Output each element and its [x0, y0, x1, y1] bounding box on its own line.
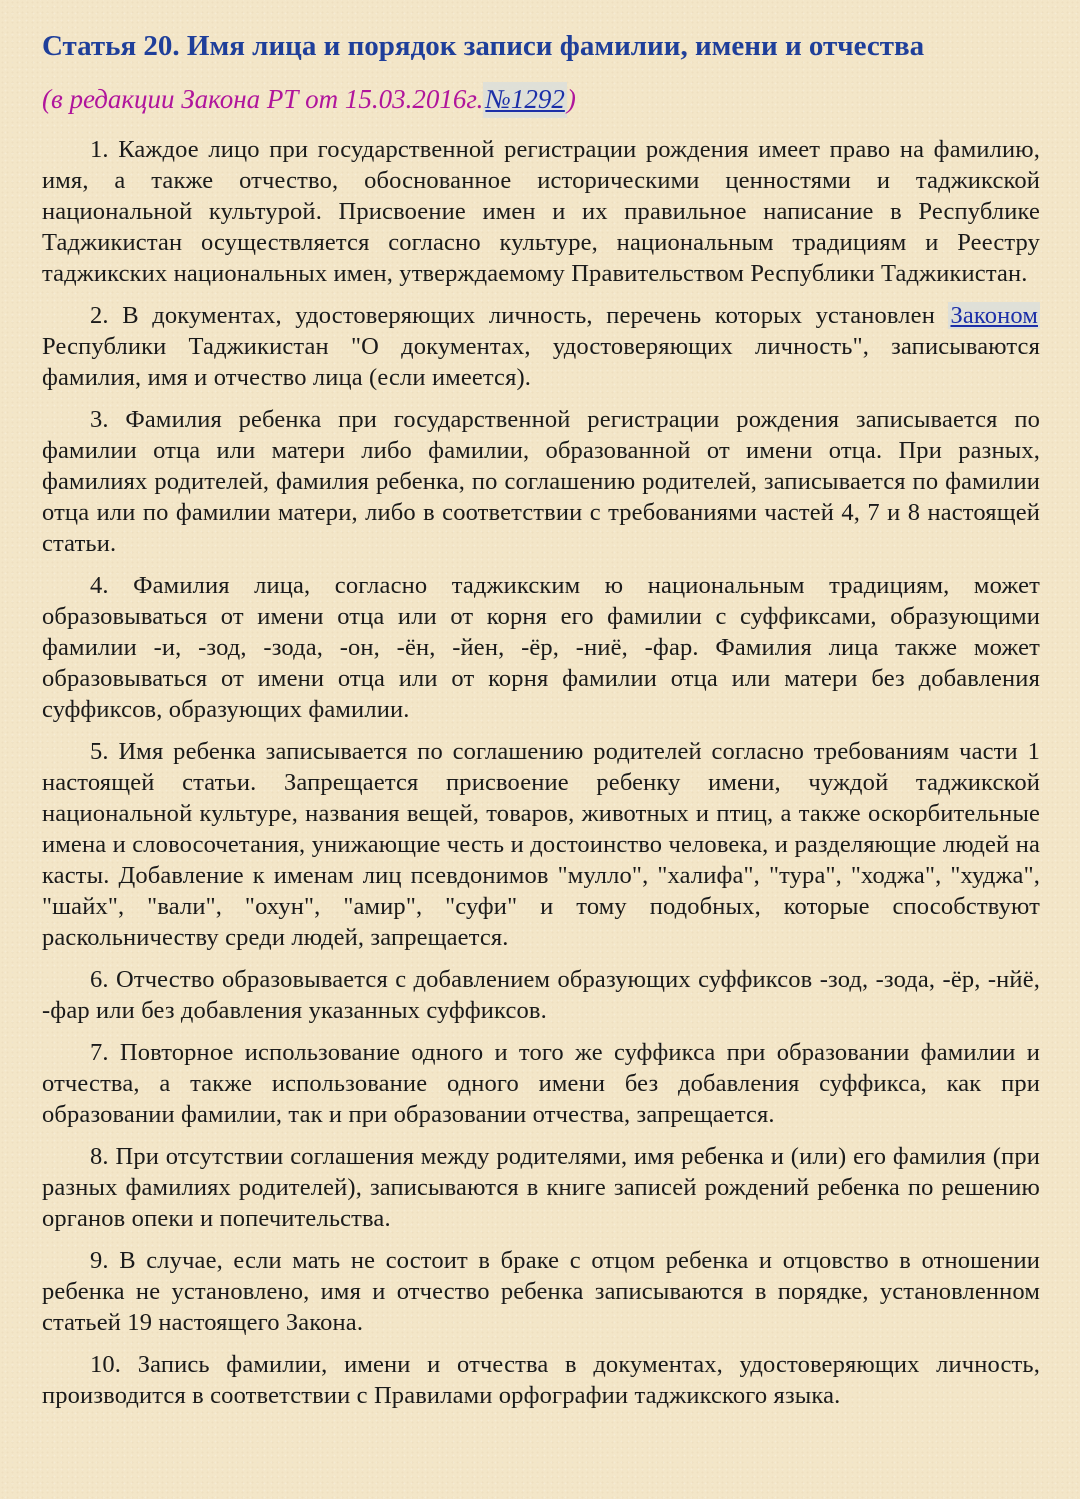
paragraph-6: 6. Отчество образовывается с добавлением образующих суффиксов -зод, -зода, -ёр, -нйё, -фар или без добавления указанных суффиксов. — [42, 966, 1040, 1024]
article-title: Статья 20. Имя лица и порядок записи фамилии, имени и отчества — [42, 30, 925, 62]
paragraph-3: 3. Фамилия ребенка при государственной регистрации рождения записывается по фамилии отца или матери либо фамилии, образованной от имени отца. При разных, фамилиях родителей, фамилия ребенка, по соглашению родителей, записывается по фамилии отца или по фамилии матери, либо в соответствии с требованиями частей 4, 7 и 8 настоящей статьи. — [42, 406, 1040, 557]
edition-suffix: ) — [566, 84, 576, 114]
document-page — [42, 24, 1040, 1422]
paragraph-8: 8. При отсутствии соглашения между родителями, имя ребенка и (или) его фамилия (при разных фамилиях родителей), записываются в книге записей рождений ребенка по решению органов опеки и попечительства. — [42, 1143, 1040, 1232]
edition-prefix: (в редакции Закона РТ от 15.03.2016г. — [42, 84, 484, 114]
paragraph-9: 9. В случае, если мать не состоит в браке с отцом ребенка и отцовство в отношении ребенка не установлено, имя и отчество ребенка записываются в порядке, установленном статьей 19 настоящего Закона. — [42, 1247, 1040, 1336]
law-1292-link[interactable]: №1292 — [483, 82, 566, 118]
paragraph-4: 4. Фамилия лица, согласно таджикским ю национальным традициям, может образовываться от имени отца или от корня его фамилии с суффиксами, образующими фамилии -и, -зод, -зода, -он, -ён, -йен, -ёр, -ниё, -фар. Фамилия лица также может образовываться от имени отца или от корня фамилии отца или матери без добавления суффиксов, образующих фамилии. — [42, 572, 1040, 723]
edition-note — [42, 76, 1040, 122]
paragraph-5: 5. Имя ребенка записывается по соглашению родителей согласно требованиям части 1 настоящей статьи. Запрещается присвоение ребенку имени, чуждой таджикской национальной культуре, названия вещей, товаров, животных и птиц, а также оскорбительные имена и словосочетания, унижающие честь и достоинство человека, и разделяющие людей на касты. Добавление к именам лиц псевдонимов "мулло", "халифа", "тура", "ходжа", "худжа", "шайх", "вали", "охун", "амир", "суфи" и тому подобных, которые способствуют раскольничеству среди людей, запрещается. — [42, 738, 1040, 951]
paragraph-2-after: Республики Таджикистан "О документах, удостоверяющих личность", записываются фамилия, имя и отчество лица (если имеется). — [42, 333, 1040, 391]
paragraph-1: 1. Каждое лицо при государственной регистрации рождения имеет право на фамилию, имя, а также отчество, обоснованное историческими ценностями и таджикской национальной культурой. Присвоение имен и их правильное написание в Республике Таджикистан осуществляется согласно культуре, национальным традициям и Реестру таджикских национальных имен, утверждаемому Правительством Республики Таджикистан. — [42, 136, 1040, 287]
paragraph-7: 7. Повторное использование одного и того же суффикса при образовании фамилии и отчества, а также использование одного имени без добавления суффикса, как при образовании фамилии, так и при образовании отчества, запрещается. — [42, 1039, 1040, 1128]
paragraph-2-before: 2. В документах, удостоверяющих личность, перечень которых установлен — [90, 302, 949, 329]
paragraph-2 — [42, 300, 1040, 393]
law-link[interactable]: Законом — [950, 302, 1038, 329]
paragraph-10: 10. Запись фамилии, имени и отчества в документах, удостоверяющих личность, производится в соответствии с Правилами орфографии таджикского языка. — [42, 1351, 1040, 1409]
